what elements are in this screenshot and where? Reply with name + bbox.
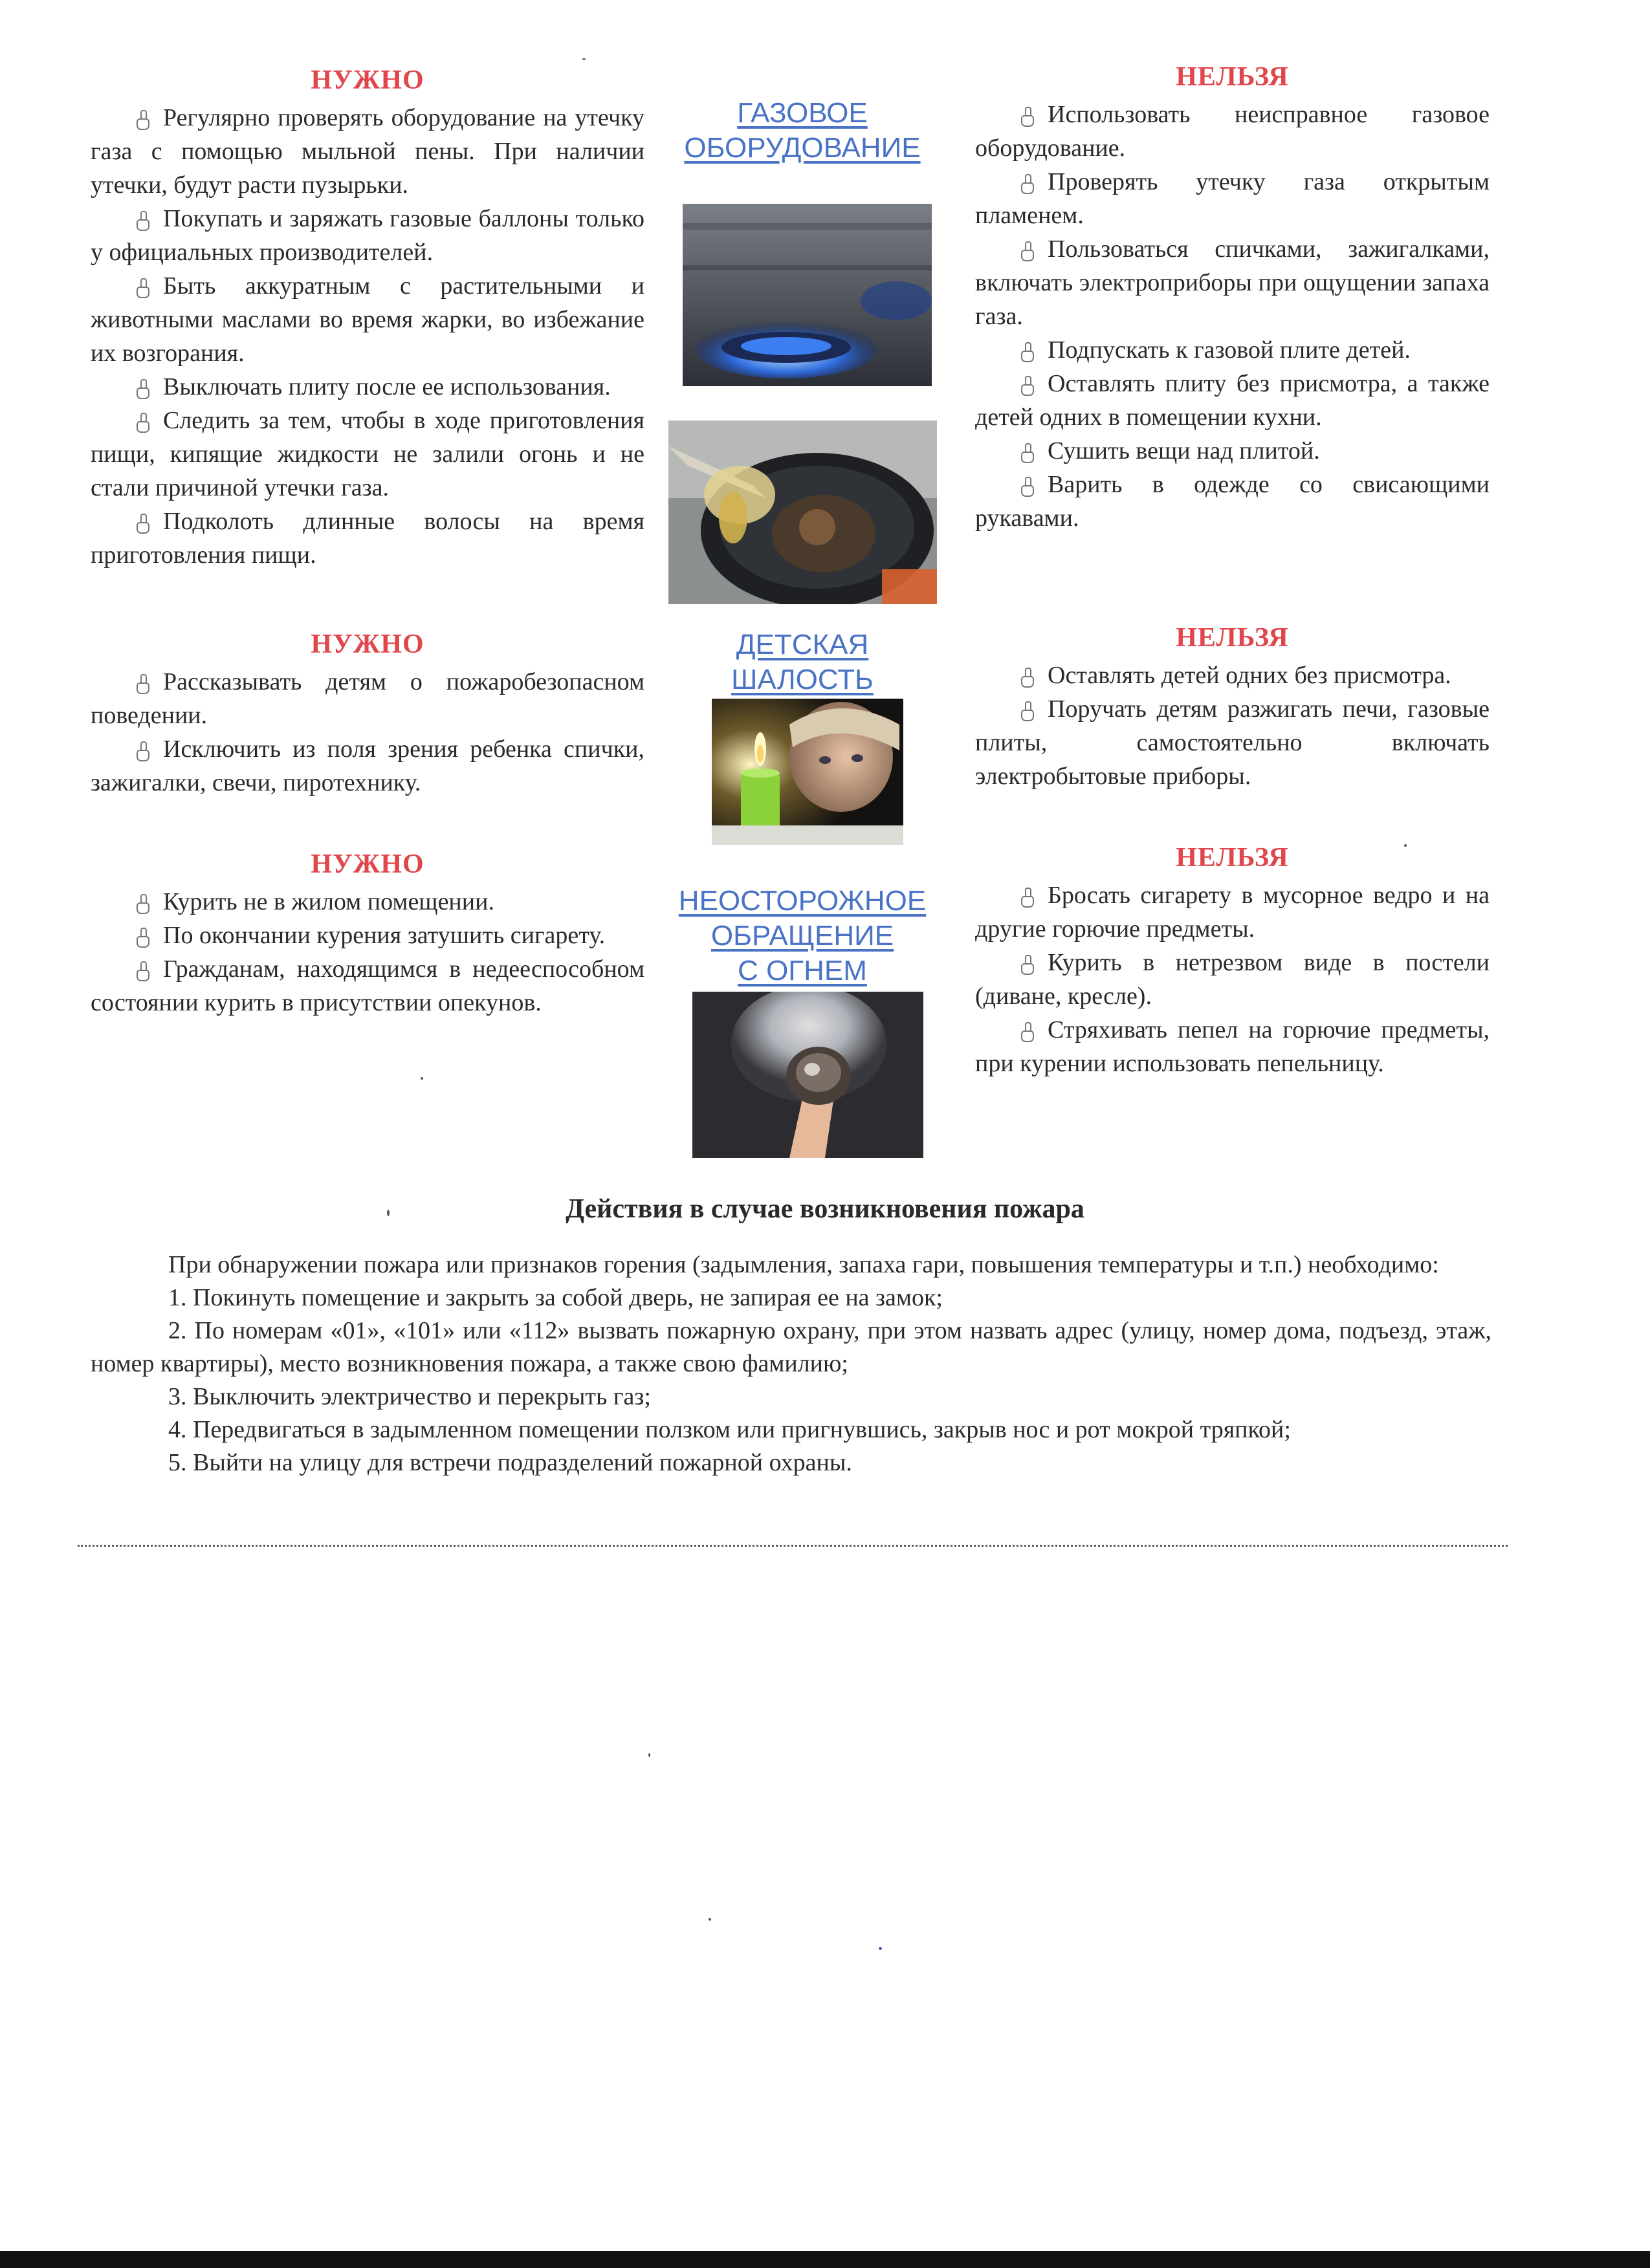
burning-match-photo (692, 992, 923, 1158)
gas-forbid-section (975, 61, 1490, 535)
gas-forbid-item: Оставлять плиту без присмотра, а также детей одних в помещении кухни. (975, 370, 1490, 431)
children-forbid-item: Поручать детям разжигать печи, газовые плиты, самостоятельно включать электробытовые приборы. (975, 695, 1490, 790)
gas-forbid-item: Пользоваться спичками, зажигалками, включать электроприборы при ощущении запаха газа. (975, 235, 1490, 330)
children-need-section (91, 629, 644, 800)
pointing-hand-icon (136, 928, 150, 947)
fire-need-item: Гражданам, находящимся в недееспособном состоянии курить в присутствии опекунов. (91, 955, 644, 1016)
gas-topic-line: ГАЗОВОЕ (737, 97, 868, 129)
pointing-hand-icon (1020, 443, 1035, 463)
gas-need-item: Покупать и заряжать газовые баллоны только у официальных производителей. (91, 205, 644, 266)
fire-forbid-title: НЕЛЬЗЯ (1176, 843, 1289, 873)
fire-forbid-item: Стряхивать пепел на горючие предметы, при курении использовать пепельницу. (975, 1016, 1490, 1077)
dotted-cut-line (78, 1545, 1508, 1547)
pointing-hand-icon (136, 514, 150, 533)
fire-need-item: По окончании курения затушить сигарету. (91, 919, 644, 952)
children-topic-line: ШАЛОСТЬ (731, 664, 874, 695)
pointing-hand-icon (136, 894, 150, 913)
pointing-hand-icon (1020, 888, 1035, 907)
children-need-title: НУЖНО (311, 629, 424, 659)
actions-step: 2. По номерам «01», «101» или «112» вызвать пожарную охрану, при этом назвать адрес (улицу, номер дома, подъезд, этаж, номер квартиры), место возникновения пожара, а также свою фамилию; (91, 1317, 1491, 1377)
fire-need-title: НУЖНО (311, 849, 424, 879)
pointing-hand-icon (1020, 241, 1035, 261)
pointing-hand-icon (136, 674, 150, 693)
pointing-hand-icon (1020, 107, 1035, 126)
children-forbid-section (975, 622, 1490, 793)
gas-forbid-item: Сушить вещи над плитой. (975, 434, 1490, 468)
actions-body (91, 1248, 1491, 1479)
gas-need-section (91, 65, 644, 572)
pointing-hand-icon (1020, 376, 1035, 395)
gas-need-item: Выключать плиту после ее использования. (91, 370, 644, 404)
children-topic-line: ДЕТСКАЯ (736, 629, 869, 660)
pointing-hand-icon (1020, 174, 1035, 193)
fire-topic-line: С ОГНЕМ (738, 955, 867, 987)
scan-edge-bar (0, 2251, 1650, 2268)
pointing-hand-icon (136, 413, 150, 432)
pointing-hand-icon (136, 211, 150, 230)
fire-need-item: Курить не в жилом помещении. (91, 885, 644, 919)
scan-speck (709, 1918, 711, 1921)
pointing-hand-icon (136, 961, 150, 981)
pointing-hand-icon (1020, 701, 1035, 721)
pointing-hand-icon (1020, 955, 1035, 974)
fire-forbid-item: Бросать сигарету в мусорное ведро и на другие горючие предметы. (975, 882, 1490, 943)
gas-need-item: Следить за тем, чтобы в ходе приготовления пищи, кипящие жидкости не залили огонь и не стали причиной утечки газа. (91, 407, 644, 501)
gas-need-item: Регулярно проверять оборудование на утечку газа с помощью мыльной пены. При наличии утечки, будут расти пузырьки. (91, 104, 644, 199)
pointing-hand-icon (136, 379, 150, 398)
fire-topic-line: НЕОСТОРОЖНОЕ (678, 885, 927, 917)
gas-topic-heading (666, 96, 938, 166)
pointing-hand-icon (136, 741, 150, 761)
fire-forbid-section (975, 842, 1490, 1080)
pointing-hand-icon (1020, 477, 1035, 496)
children-need-item: Исключить из поля зрения ребенка спички, зажигалки, свечи, пиротехнику. (91, 736, 644, 796)
gas-forbid-item: Варить в одежде со свисающими рукавами. (975, 471, 1490, 532)
scan-speck (387, 1210, 390, 1216)
children-forbid-title: НЕЛЬЗЯ (1176, 623, 1289, 653)
gas-burner-photo (683, 204, 932, 386)
children-forbid-item: Оставлять детей одних без присмотра. (975, 659, 1490, 692)
fire-topic-line: ОБРАЩЕНИЕ (710, 920, 894, 952)
scan-speck (648, 1753, 650, 1757)
fire-topic-heading (666, 884, 938, 988)
children-need-item: Рассказывать детям о пожаробезопасном поведении. (91, 668, 644, 729)
pointing-hand-icon (136, 110, 150, 129)
gas-topic-line: ОБОРУДОВАНИЕ (684, 132, 921, 164)
gas-forbid-item: Подпускать к газовой плите детей. (975, 333, 1490, 367)
scan-speck (879, 1947, 882, 1950)
actions-step: 1. Покинуть помещение и закрыть за собой дверь, не запирая ее на замок; (168, 1284, 943, 1311)
pointing-hand-icon (136, 278, 150, 298)
scan-speck (1404, 844, 1407, 847)
pointing-hand-icon (1020, 342, 1035, 362)
gas-forbid-title: НЕЛЬЗЯ (1176, 62, 1289, 92)
gas-forbid-item: Использовать неисправное газовое оборудование. (975, 101, 1490, 162)
frying-pan-photo (668, 420, 937, 604)
gas-need-title: НУЖНО (311, 65, 424, 95)
scan-speck (421, 1077, 423, 1080)
gas-forbid-item: Проверять утечку газа открытым пламенем. (975, 168, 1490, 229)
fire-forbid-item: Курить в нетрезвом виде в постели (диване, кресле). (975, 949, 1490, 1010)
pointing-hand-icon (1020, 1022, 1035, 1041)
actions-step: 3. Выключить электричество и перекрыть газ; (168, 1383, 651, 1410)
fire-need-section (91, 849, 644, 1020)
actions-intro: При обнаружении пожара или признаков горения (задымления, запаха гари, повышения температуры и т.п.) необходимо: (168, 1251, 1439, 1278)
children-topic-heading (666, 627, 938, 697)
actions-step: 4. Передвигаться в задымленном помещении ползком или пригнувшись, закрыв нос и рот мокрой тряпкой; (168, 1416, 1291, 1443)
actions-title: Действия в случае возникновения пожара (566, 1194, 1084, 1224)
gas-need-item: Быть аккуратным с растительными и животными маслами во время жарки, во избежание их возгорания. (91, 272, 644, 367)
actions-step: 5. Выйти на улицу для встречи подразделений пожарной охраны. (168, 1449, 852, 1476)
scan-speck (582, 58, 586, 60)
gas-need-item: Подколоть длинные волосы на время приготовления пищи. (91, 508, 644, 569)
child-candle-photo (712, 699, 903, 845)
pointing-hand-icon (1020, 668, 1035, 687)
